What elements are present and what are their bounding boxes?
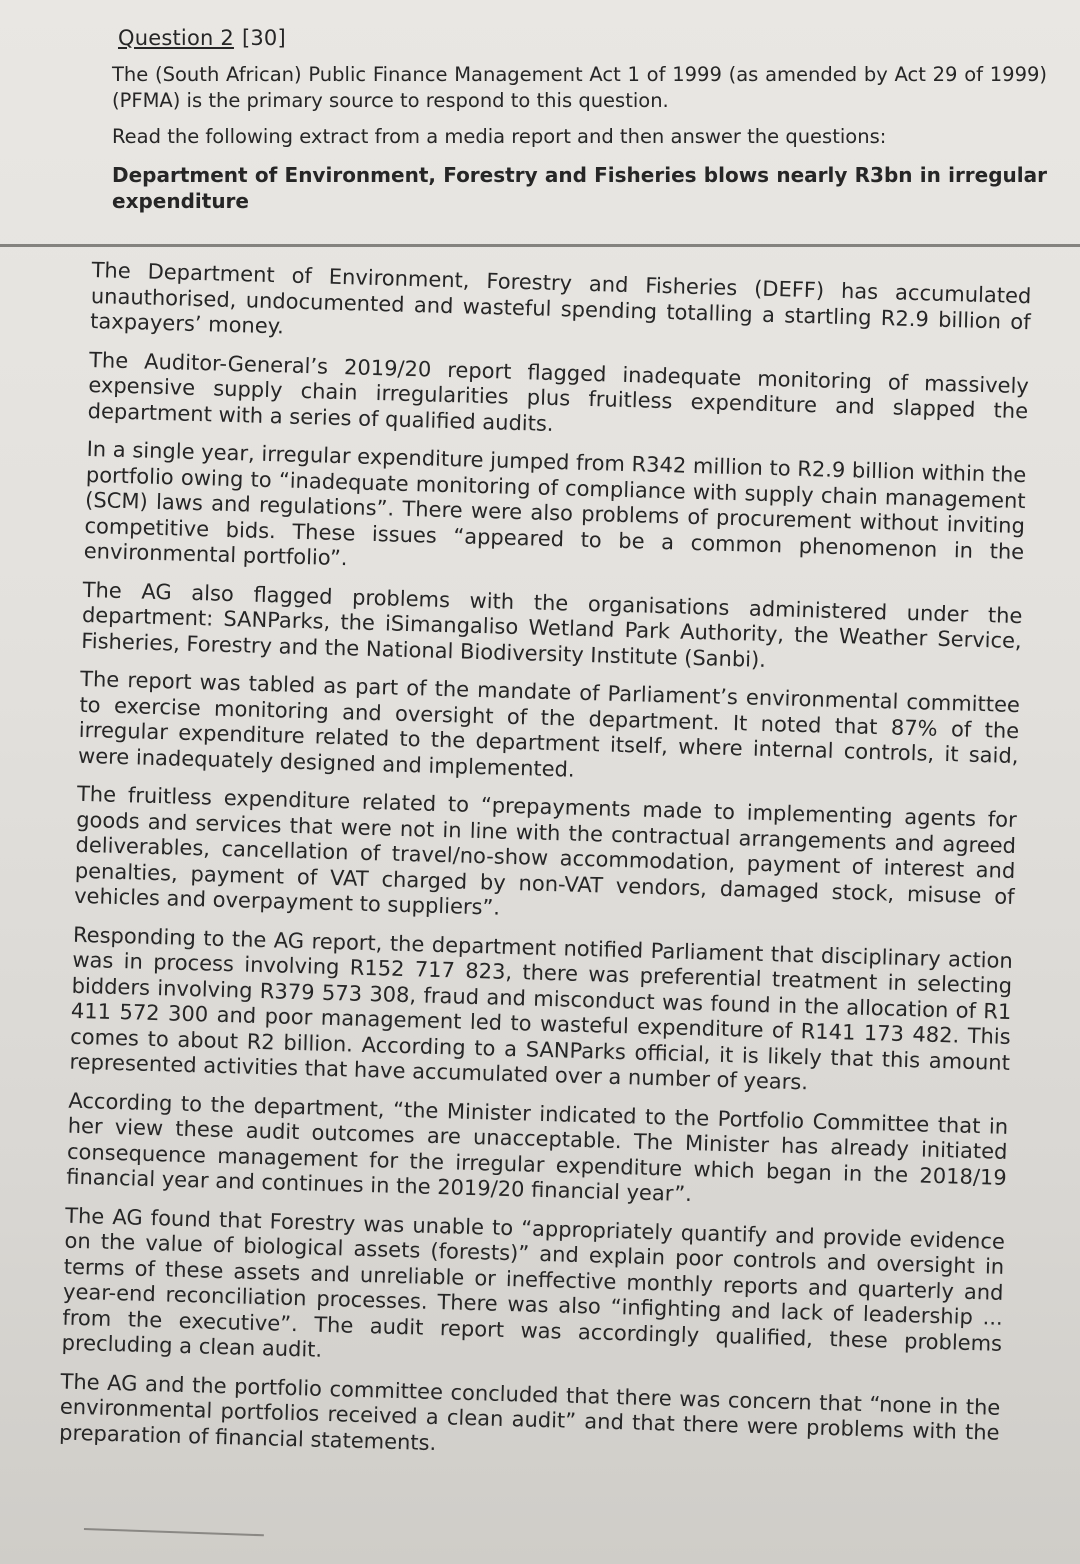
article-paragraph: The Department of Environment, Forestry and Fisheries (DEFF) has accumulated unauthorised, undocumented and wasteful spending totalling a startling R2.9 billion of taxpayers’ money. [89, 258, 1032, 339]
article-paragraph: The report was tabled as part of the mandate of Parliament’s environmental committee to exercise monitoring and oversight of the department. It noted that 87% of the irregular expenditure related to the department itself, where internal controls, it said, were inadequately designed and implemented. [77, 666, 1021, 782]
question-header-block [112, 26, 1047, 214]
question-label: Question 2 [118, 26, 234, 50]
article-paragraph: Responding to the AG report, the department notified Parliament that disciplinary action was in process involving R152 717 823, there was preferential treatment in selecting bidders involving R379 573 308, fraud and misconduct was found in the allocation of R1 411 572 300 and poor management led to wasteful expenditure of R141 173 482. This comes to about R2 billion. According to a SANParks official, it is likely that this amount represented activities that have accumulated over a number of years. [69, 922, 1014, 1095]
article-body [58, 258, 1031, 1485]
article-paragraph: The AG and the portfolio committee concluded that there was concern that “none in the environmental portfolios received a clean audit” and that there were problems with the preparation of financial statements. [58, 1369, 1001, 1455]
question-marks: [30] [241, 26, 286, 50]
article-paragraph: According to the department, “the Minister indicated to the Portfolio Committee that in her view these audit outcomes are unacceptable. The Minister has already initiated consequence management for the irregular expenditure which began in the 2018/19 financial year and continues in the 2019/20 financial year”. [66, 1088, 1009, 1207]
article-paragraph: In a single year, irregular expenditure jumped from R342 million to R2.9 billion within the portfolio owing to “inadequate monitoring of compliance with supply chain management (SCM) laws and regulations”. There were also problems of procurement without inviting competitive bids. These issues “appeared to be a common phenomenon in the environmental portfolio”. [83, 436, 1027, 571]
article-paragraph: The fruitless expenditure related to “prepayments made to implementing agents for goods and services that were not in line with the contractual arrangements and agreed deliverables, cancellation of travel/no-show accommodation, payment of interest and penalties, payment of VAT charged by non-VAT vendors, damaged stock, misuse of vehicles and overpayment to suppliers”. [73, 781, 1018, 920]
article-headline: Department of Environment, Forestry and Fisheries blows nearly R3bn in irregular expenditure [112, 163, 1047, 213]
footer-rule [84, 1528, 264, 1536]
article-paragraph: The Auditor-General’s 2019/20 report flagged inadequate monitoring of massively expensive supply chain irregularities plus fruitless expenditure and slapped the department with a series of qualified audits. [87, 347, 1030, 436]
instruction-text: Read the following extract from a media report and then answer the questions: [112, 125, 887, 148]
section-divider [0, 244, 1080, 247]
question-heading [118, 26, 1047, 50]
article-paragraph: The AG found that Forestry was unable to “appropriately quantify and provide evidence on the value of biological assets (forests)” and explain poor controls and oversight in terms of these assets and unreliable or ineffective monthly reports and quarterly and year-end reconciliation processes. There was also “infighting and lack of leadership ... from the executive”. The audit report was accordingly qualified, these problems precluding a clean audit. [61, 1203, 1006, 1362]
source-statement: The (South African) Public Finance Management Act 1 of 1999 (as amended by Act 29 of 1999) (PFMA) is the primary source to respond to this question. [112, 63, 1047, 112]
article-paragraph: The AG also flagged problems with the organisations administered under the department: SANParks, the iSimangaliso Wetland Park Authority, the Weather Service, Fisheries, Forestry and the National Biodiversity Institute (Sanbi). [80, 577, 1023, 672]
